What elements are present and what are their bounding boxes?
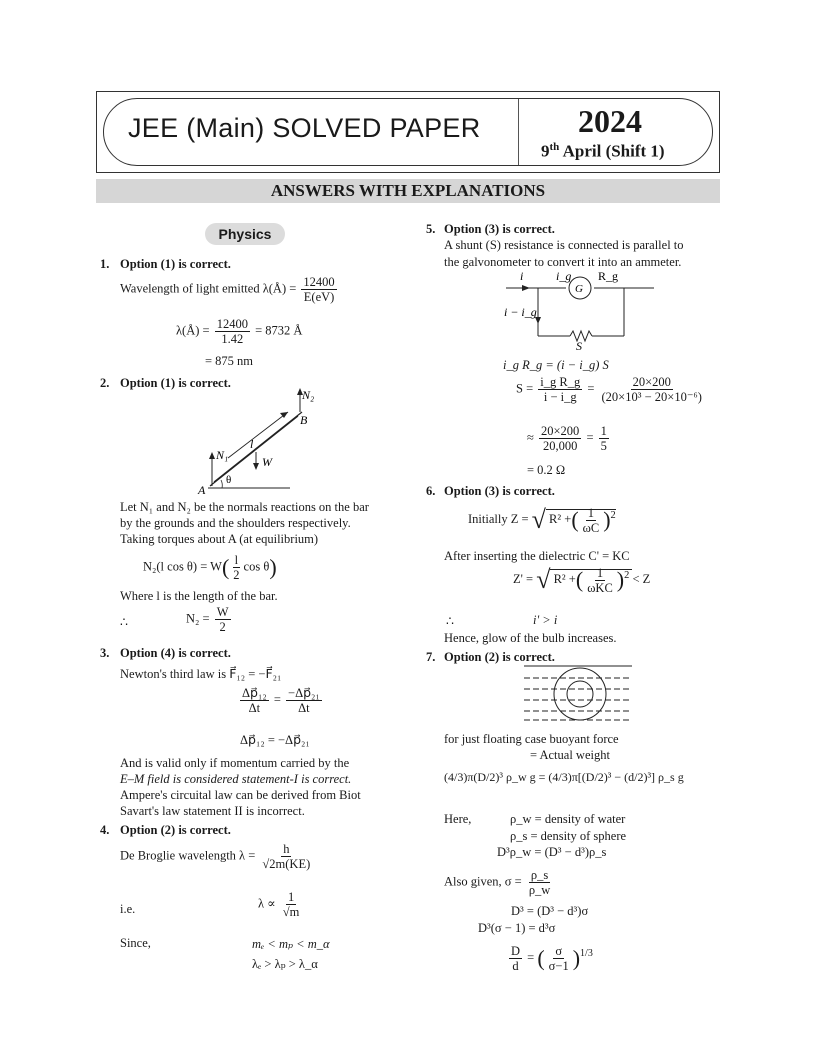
q3-heading: Option (4) is correct. [120,646,231,660]
section-title: ANSWERS WITH EXPLANATIONS [270,181,546,200]
q5-label-shunt-current: i − i_g [504,305,537,319]
q5-text-2: the galvonometer to convert it into an ammeter. [444,255,682,269]
q7-sigma: Also given, σ = $\frac{\rho\_s}{\rho\_w}$ [444,868,551,897]
q7-text-2: = Actual weight [530,748,610,762]
q7-eq3: D³ = (D³ − d³)σ [511,904,589,918]
q5-label-rg: R_g [598,269,619,283]
q7-eq5: $\frac{D}{d}$ = ( $\frac{\sigma}{\sigma-1}$ )$^{1/3}$ [511,944,593,973]
q2-label-n2: N₂ [302,388,315,402]
q5-label-g: G [575,283,583,295]
q3-text-3: Ampere's circuital law can be derived from Biot [120,788,361,802]
q4-mass-order: mₑ < mₚ < m_α [252,937,330,951]
q2-heading: Option (1) is correct. [120,376,231,390]
q1-result: = 875 nm [205,354,254,368]
q6-heading: Option (3) is correct. [444,484,555,498]
q2-torque-equation: N₂(l cos θ) = W( $\frac{l}{2}$ cos θ) [143,553,277,582]
q1-line1: Wavelength of light emitted λ(Å) = $\frac{12400}{E(eV)}$ [120,275,335,304]
q2-label-w: W [262,455,272,469]
q3-text-2: E–M field is considered statement-I is correct. [120,772,352,786]
q7-rho-w: ρ_w = density of water [510,812,626,826]
q6-text-1: After inserting the dielectric C' = KC [444,549,630,563]
q4-proportionality: λ ∝ $\frac{1}{√m}$ [258,890,300,919]
q3-text-4: Savart's law statement II is incorrect. [120,804,305,818]
q2-text-2: by the grounds and the shoulders respectively. [120,516,351,530]
subject-label: Physics [218,226,272,242]
header-divider [518,99,519,165]
q5-text-1: A shunt (S) resistance is connected is parallel to [444,238,684,252]
q7-heading: Option (2) is correct. [444,650,555,664]
q2-n2-result: N₂ = $\frac{W}{2}$ [186,605,229,634]
q7-rho-s: ρ_s = density of sphere [510,829,627,843]
paper-date: 9th April (Shift 1) [541,141,665,161]
q1-heading: Option (1) is correct. [120,257,231,271]
q7-eq2: D³ρ_w = (D³ − d³)ρ_s [497,845,607,859]
q3-rate-equation: $\frac{\text{Δp⃗₁₂}}{\Delta t}$ = $\frac{\text{−Δp⃗₂₁}}{\Delta t}$ [242,686,320,715]
q2-text-1: Let N₁ and N₂ be the normals reactions on the bar [120,500,369,514]
q4-ie: i.e. [120,902,136,916]
q5-eq4: = 0.2 Ω [527,463,566,477]
q2-therefore: ∴ [120,615,128,629]
q5-heading: Option (3) is correct. [444,222,555,236]
q7-eq4: D³(σ − 1) = d³σ [478,921,556,935]
q2-label-theta: θ [226,474,232,486]
q3-text-1: And is valid only if momentum carried by the [120,756,350,770]
q2-label-n1: N₁ [216,448,229,462]
q4-number: 4. [100,823,110,837]
q5-shunt-circuit [500,268,660,352]
q2-text-3: Taking torques about A (at equilibrium) [120,532,319,546]
q5-eq2: S = $\frac{\text{i\_g R\_g}}{i - i\_g}$ = $\frac{20\times 200}{\text{(20×10³ − 20×10⁻⁶)}}$ [516,375,702,404]
q2-label-b: B [300,413,308,427]
q2-number: 2. [100,376,110,390]
q3-momentum-equation: Δp⃗₁₂ = −Δp⃗₂₁ [240,733,310,747]
q7-floating-sphere-diagram [520,662,636,726]
q6-eq3: i' > i [533,613,558,627]
q5-label-ig: i_g [556,269,572,283]
q5-label-s: S [576,339,582,352]
q3-number: 3. [100,646,110,660]
paper-year: 2024 [578,103,642,139]
q5-eq1: i_g R_g = (i − i_g) S [503,358,609,372]
q3-line1: Newton's third law is F⃗₁₂ = −F⃗₂₁ [120,667,282,681]
q2-label-l: l [250,437,254,451]
q7-text-1: for just floating case buoyant force [444,732,619,746]
q7-eq1: (4/3)π(D/2)³ ρ_w g = (4/3)π[(D/2)³ − (d/2)³] ρ_s g [444,770,684,784]
q4-since: Since, [120,936,151,950]
q6-number: 6. [426,484,436,498]
q6-text-2: Hence, glow of the bulb increases. [444,631,617,645]
q1-number: 1. [100,257,110,271]
q2-text-4: Where l is the length of the bar. [120,589,278,603]
q6-therefore: ∴ [446,614,454,628]
paper-title: JEE (Main) SOLVED PAPER [128,113,481,143]
q1-equation: λ(Å) = $\frac{12400}{1.42}$ = 8732 Å [176,317,303,346]
q2-label-a: A [198,483,206,497]
q5-label-i: i [520,269,524,283]
q2-bar-diagram [190,386,330,498]
q6-eq1: Initially Z = √ R² +( $\frac{1}{\omega C}$ )$^2$ [468,505,616,535]
q5-number: 5. [426,222,436,236]
q7-here: Here, [444,812,472,826]
q4-debroglie: De Broglie wavelength λ = $\frac{h}{√2m(KE)}$ [120,842,311,871]
q4-heading: Option (2) is correct. [120,823,231,837]
q6-eq2: Z' = √ R² +( $\frac{1}{\text{ωKC}}$ )$^2$ < Z [513,565,651,595]
q7-number: 7. [426,650,436,664]
q5-eq3: ≈ $\frac{20\times 200}{20,000}$ = $\frac{1}{5}$ [527,424,607,453]
q4-wavelength-order: λₑ > λₚ > λ_α [252,957,318,971]
